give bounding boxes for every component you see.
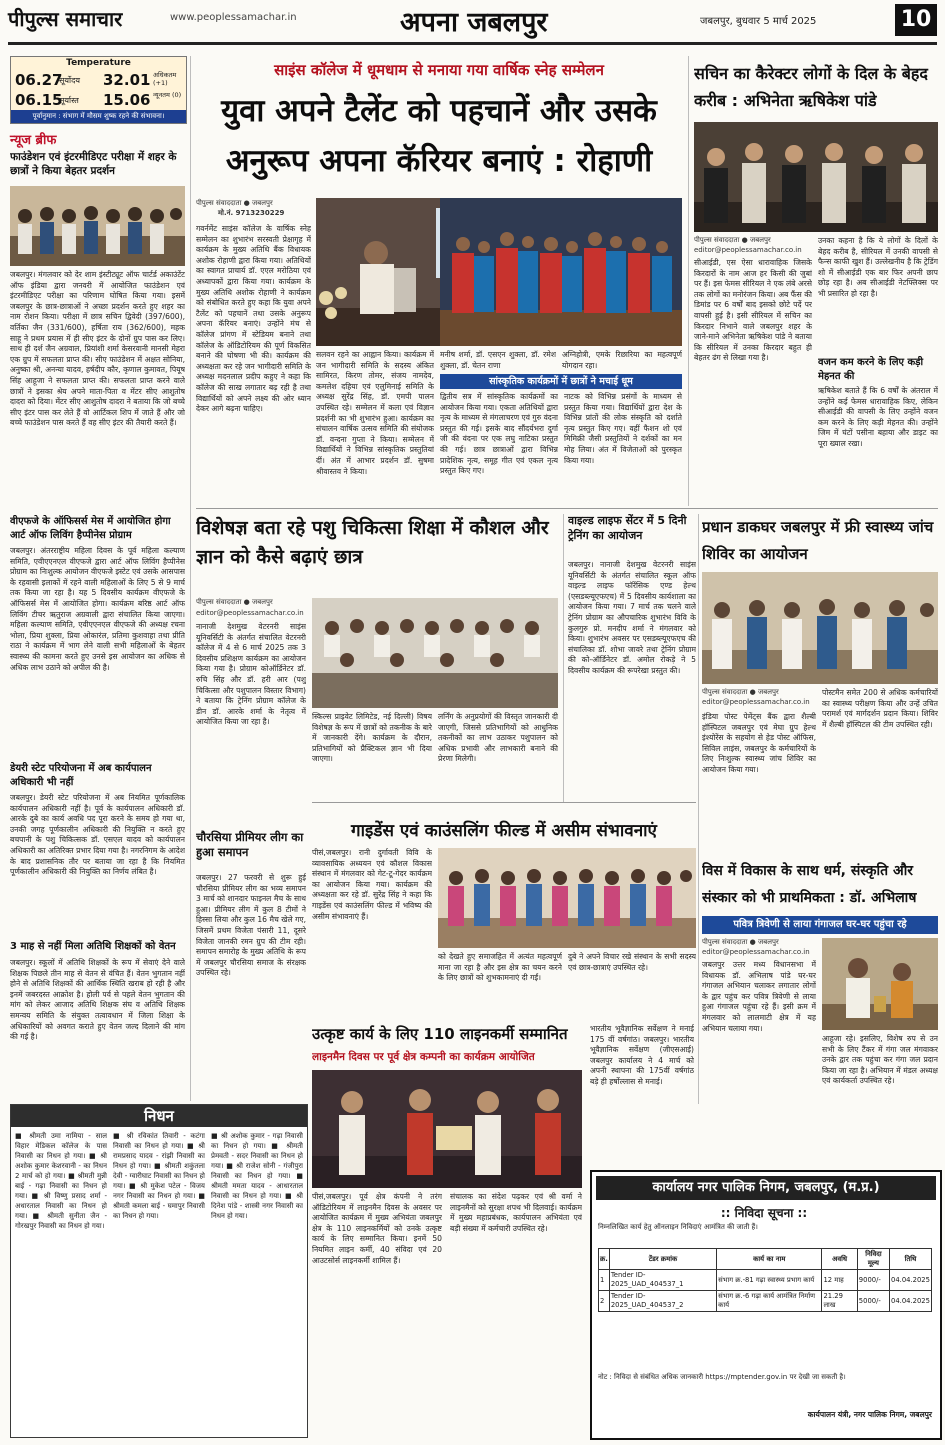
weather-title: Temperature	[66, 58, 131, 68]
chaurasiya-body: जबलपुर। 27 फरवरी से शुरू हुई चौरसिया प्रीमियर लीग का भव्य समापन 3 मार्च को शानदार फाइनल मैच के साथ हुआ। प्रीमियर लीग में कुल 8 टीमों ने हिस्सा लिया और कुल 16 मैच खेले गए, जिसमें प्रथम विजेता पंसारी 11, दूसरे विजेता जानकी रमन ग्रुप की टीम रही। समापन समारोह के मुख्य अतिथि के रूप में जबलपुर चौरसिया समाज के संरक्षक उपस्थित रहे।	[196, 873, 306, 978]
guidance-col-1: पीसं,जबलपुर। रानी दुर्गावती विवि के व्यावसायिक अध्ययन एवं कौशल विकास संस्थान में मंगलवार को गेट-टू-गेदर कार्यक्रम का आयोजन किया गया। कार्यक्रम की अध्यक्षता कर रहे डॉ. सुरेंद्र सिंह ने कहा कि गाइडेंस एवं काउंसलिंग फील्ड में भविष्य की असीम संभावनाएं हैं।	[312, 848, 432, 921]
post-col-1: इंडिया पोस्ट पेमेंट्स बैंक द्वारा शैल्बी हॉस्पिटल जबलपुर एवं मेघा ग्रुप हेल्थ इंश्योरेंस के सहयोग से हेड पोस्ट ऑफिस, सिविल लाइंस, जबलपुर के कर्मचारियों के लिए निःशुल्क स्वास्थ्य जांच शिविर का आयोजन किया गया।	[702, 712, 816, 774]
tender-table	[598, 1248, 932, 1312]
brief-3-headline: डेयरी स्टेट परियोजना में अब कार्यपालन अधिकारी भी नहीं	[10, 763, 152, 788]
lead-sub-col-2: नाटक को विभिन्न प्रसंगों के माध्यम से प्रस्तुत किया गया। विद्यार्थियों द्वारा देश के विभिन्न प्रांतों की लोक संस्कृति को दर्शाते नृत्य प्रस्तुत किए गए। वहीं फैशन शो एवं मिमिक्री जैसी प्रस्तुतियों ने दर्शकों का मन मोह लिया। अंत में विजेताओं को पुरस्कृत किया गया।	[564, 392, 682, 465]
guidance-photo	[438, 848, 696, 948]
guidance-col-2: को देखते हुए समाजहित में अत्यंत महत्वपूर्ण माना जा रहा है और इस क्षेत्र का चयन करने के लिए छात्रों को शुभकामनाएं दी गईं।	[438, 952, 562, 983]
tender-sign: कार्यपालन यंत्री, नगर पालिक निगम, जबलपुर	[807, 1410, 932, 1419]
brief-1-body: जबलपुर। मंगलवार को देर शाम इंस्टीट्यूट ऑफ चार्टर्ड अकाउंटेंट ऑफ इंडिया द्वारा जनवरी में आयोजित फाउंडेशन एवं इंटरमीडिएट परीक्षा का परिणाम घोषित किया गया। इसमें जबलपुर के छात्र-छात्राओं ने अच्छा प्रदर्शन करते हुए शहर का नाम रोशन किया। परीक्षा में छात्र सचिन द्विवेदी (397/600), वर्तिका जैन (331/600), हर्षिता राय (362/600), महक साहू ने प्रथम प्रयास में ही सीए इंटर के दोनों ग्रुप पास कर लिए। साथ ही दर्श जैन अग्रवाल, प्रियांशी शर्मा केसरवानी मानसी मेहरा एक ग्रुप में सफलता प्राप्त की। सीए फाउंडेशन में अक्षत सोनिया, अनुष्का श्री, अनन्या यादव, हर्षदीप कौर, कृणाल कुमावत, पियूष सिंह आहूजा ने सफलता प्राप्त की। सफलता प्राप्त करने वाले छात्रों ने इसका श्रेय अपने माता-पिता व मेंटर सीए आशुतोष दादरा को दिया। मेंटर सीए आशुतोष दादरा ने बताया कि जो बच्चे सीए इंटर पास कर लेते हैं वो आर्टिकल शिप में जाते हैं और जो बच्चे फाउंडेशन पास करते हैं वह सीए इंटर की तैयारी करते हैं।	[10, 270, 185, 428]
dharm-col-1: जबलपुर उत्तर मध्य विधानसभा में विधायक डॉ. अभिलाष पांडे घर-घर गंगाजल अभियान चलाकर लगातार लोगों के द्वार पहुंच कर पवित्र त्रिवेणी से लाया हुआ गंगाजल पहुंचा रहे हैं। इसी क्रम में मंगलवार को लालमाटी क्षेत्र में यह अभियान चलाया गया।	[702, 960, 816, 1033]
brief-1-headline: फाउंडेशन एवं इंटरमीडिएट परीक्षा में शहर के छात्रों ने किया बेहतर प्रदर्शन	[10, 151, 177, 177]
sachin-email[interactable]: editor@peoplessamachar.co.in	[694, 246, 802, 254]
vet-photo	[312, 598, 558, 708]
site-url[interactable]: www.peoplessamachar.in	[170, 12, 297, 23]
lead-headline: युवा अपने टैलेंट को पहचानें और उसके अनुरूप अपना कॅरियर बनाएं : रोहाणी	[221, 93, 657, 179]
tender-office: कार्यालय नगर पालिक निगम, जबलपुर, (म.प्र.)	[596, 1176, 936, 1200]
vet-col-2: स्किल्स प्राइवेट लिमिटेड, नई दिल्ली) विषय विशेषज्ञ के रूप में छात्रों को तकनीक के बारे में जानकारी देंगे। कार्यक्रम के दौरान, प्रतिभागियों को प्रैक्टिकल ज्ञान भी दिया जाएगा।	[312, 712, 432, 764]
sachin-headline: सचिन का कैरेक्टर लोगों के दिल के बेहद करीब : अभिनेता ऋषिकेश पांडे	[694, 64, 928, 110]
lead-kicker: साइंस कॉलेज में धूमधाम से मनाया गया वार्षिक स्नेह सम्मेलन	[274, 61, 604, 79]
cultural-dance-image	[440, 198, 682, 346]
nidhan-col-1: ■ श्रीमती उमा नामिया - साल विहार मेडिकल कॉलेज के पास निवासी का निधन हो गया। ■ श्री अशोक कुमार केशरवानी - का निधन 2 मार्च को हो गया। ■ श्रीमती मुन्नी बाई - गढ़ा निवासी का निधन हो गया। ■ श्री विष्णु प्रसाद शर्मा - अधारताल निवासी का निधन हो गया। ■ श्रीमती सुनीता जैन - गोरखपुर निवासी का निधन हो गया।	[15, 1132, 107, 1230]
sunrise-time: 06.27	[15, 71, 63, 89]
brief-4-headline: 3 माह से नहीं मिला अतिथि शिक्षकों को वेतन	[10, 941, 176, 952]
nidhan-col-3: ■ श्री अशोक कुमार - गढ़ा निवासी का निधन हो गया। ■ श्रीमती प्रेमवती - सदर निवासी का निधन हो गया। ■ श्री राजेश सोनी - गंजीपुरा निवासी का निधन हो गया। ■ श्रीमती ममता यादव - आधारताल निवासी का निधन हो गया। ■ श्री दिनेश पांडे - शास्त्री नगर निवासी का निधन हो गया।	[211, 1132, 303, 1220]
sachin-col-2b: ऋषिकेश बताते हैं कि 6 वर्षों के अंतराल में उन्होंने कई फेमस धारावाहिक किए, लेकिन सीआईडी की वापसी के लिए उन्होंने वजन कम करने के लिए कड़ी मेहनत की। उन्होंने जिम में घंटों पसीना बहाया और डाइट का पूरा ख्याल रखा।	[818, 386, 938, 448]
dharm-byline: पीपुल्स संवाददाता ● जबलपुर	[702, 938, 779, 946]
lineman-col-2: संचालक का संदेश पढ़कर एवं श्री वर्मा ने लाइनमैनों को सुरक्षा शपथ भी दिलवाई। कार्यक्रम में मुख्य महाप्रबंधक, कार्यपालन अभियंता एवं बड़ी संख्या में कर्मचारी उपस्थित रहे।	[450, 1192, 582, 1233]
award-ceremony-image	[312, 1070, 582, 1188]
brief-2-body: जबलपुर। अंतरराष्ट्रीय महिला दिवस के पूर्व महिला कल्याण समिति, एवीएएनएल वीएफजे द्वारा आर्ट ऑफ लिविंग हैप्पीनेस प्रोग्राम का निःशुल्क आयोजन वीएफजे इस्टेट एवं उसके आसपास के रहवासी इलाकों में रहने वाली महिलाओं के लिए 5 से 9 मार्च तक किया जा रहा है। यह 5 दिवसीय कार्यक्रम वीएफजे के ऑफिसर्स मेस में आयोजित होगा। कार्यक्रम बरिष्ठ आर्ट ऑफ लिविंग टीचर ऋतुराज अग्रवाली द्वारा संचालित किया जाएगा। महिला कल्याण समिति, एवीएएनएल वीएफजे की अध्यक्ष रचना भोला, प्रिया शुक्ला, प्रिया ओकारंल, प्रतिमा कुशवाहा तथा प्रीति राठा ने कार्यक्रम में भाग लेने वाली सभी महिलाओं के बेहतर स्वास्थ्य की कामना करते हुए उनसे इस आयोजन का अधिक से अधिक लाभ उठाने को अपील की है।	[10, 546, 185, 672]
weather-forecast: पूर्वानुमान : संभाग में मौसम शुष्क रहने की संभावना।	[11, 110, 186, 123]
tender-note: नोट : निविदा से संबंधित अधिक जानकारी https://mptender.gov.in पर देखी जा सकती है।	[598, 1373, 846, 1381]
sachin-col-1: सीआईडी, एस ऐसा धारावाहिक जिसके किरदारों के नाम आज हर किसी की जुबां पर हैं। इस फेमस सीरियल ने एक लंबे अरसे तक लोगों का मनोरंजन किया। अब फैंस की डिमांड पर 6 वर्षों बाद इसको छोटे पर्दे पर वापसी हुई है। इसी सीरियल में सचिन का किरदार निभाने वाले जबलपुर शहर के जाने-माने अभिनेता ऋषिकेश पांडे ने बताया कि सीरियल में उनका किरदार बहुत ही बेहतर ढंग से लिखा गया है।	[694, 258, 812, 363]
brief-3-body: जबलपुर। डेयरी स्टेट परियोजना में अब नियमित पूर्णकालिक कार्यपालन अधिकारी नहीं है। पूर्व के कार्यपालन अधिकारी डॉ. आरके दुबे का कार्य अवधि पद पूरा करने के समय हो गया था, उनकी जगह पूर्णकालीन अधिकारी की नियुक्ति न करते हुए बचपानी के पशु चिकित्सक डॉ. एसएल यादव को कार्यपालन अधिकारी का अतिरिक्त प्रभार दिया गया है। नगरनिगम के आदेश के बाद प्रशासनिक तौर पर बताया जा रहा है कि नियमित पूर्णकालीन अधिकारी की नियुक्ति का निर्णय लंबित है।	[10, 793, 185, 877]
lead-sub-col-1: द्वितीय सत्र में सांस्कृतिक कार्यक्रमों का आयोजन किया गया। एकता अतिथियों द्वारा नृत्य के माध्यम से मंगलाचरण एवं गुरु वंदना प्रस्तुत की गई। इसके बाद सौंदर्यभरा दुर्गा जी की वंदना पर एक लघु नाटिका प्रस्तुत की गई। छात्र छात्राओं द्वारा विभिन्न प्रादेशिक नृत्य, समूह गीत एवं एकल नृत्य प्रस्तुत किए गए।	[440, 392, 558, 476]
lineman-col-1: पीसं,जबलपुर। पूर्व क्षेत्र कंपनी ने तरंग ऑडिटोरियम में लाइनमैन दिवस के अवसर पर आयोजित कार्यक्रम में मुख्य अभियंता जबलपुर क्षेत्र के 110 लाइनकर्मियों को उनके उत्कृष्ट कार्य के लिए सम्मानित किया। इनमें 50 नियमित लाइन कर्मी, 40 संविदा एवं 20 आउटसोर्स लाइनकर्मी शामिल हैं।	[312, 1192, 442, 1265]
training-group-image	[312, 598, 558, 708]
dharm-col-2: आहूजा रहे। इसलिए, विशेष रुप से उन सभी के लिए टैंकर में गंगा जल मंगवाकर उनके द्वार तक पहुंचा कर गंगा जल प्रदान किया जा रहा है। अभियान में मंडल अध्यक्ष एवं कार्यकर्ता उपस्थित रहे।	[822, 1034, 938, 1086]
chaurasiya-headline: चौरसिया प्रीमियर लीग का हुआ समापन	[196, 830, 304, 859]
lead-byline: पीपुल्स संवाददाता ● जबलपुर	[196, 199, 273, 207]
tender-title: :: निविदा सूचना ::	[720, 1206, 808, 1220]
brief-2-headline: वीएफजे के ऑफिसर्स मेस में आयोजित होगा आर्ट ऑफ लिविंग हैप्पीनेस प्रोग्राम	[10, 516, 171, 541]
post-byline: पीपुल्स संवाददाता ● जबलपुर	[702, 688, 779, 696]
vet-col-3: लर्निंग के अनुप्रयोगों की विस्तृत जानकारी दी जाएगी, जिससे प्रतिभागियों को आधुनिक तकनीकों का लाभ उठाकर पशुपालन को अधिक प्रभावी और लाभकारी बनाने की प्रेरणा मिलेगी।	[438, 712, 558, 764]
health-camp-image	[702, 572, 938, 684]
max-temp-label: अधिकतम (+1)	[153, 71, 177, 87]
brief-1-photo	[10, 186, 185, 266]
nidhan-box	[10, 1104, 308, 1438]
lineman-subhead: लाइनमैन दिवस पर पूर्व क्षेत्र कम्पनी का कार्यक्रम आयोजित	[312, 1051, 535, 1063]
sachin-subhead: वजन कम करने के लिए कड़ी मेहनत की	[818, 357, 924, 382]
max-temp: 32.01	[103, 71, 151, 89]
post-col-2: पोस्टमैन समेत 200 से अधिक कर्मचारियों का स्वास्थ्य परीक्षण किया और उन्हें उचित परामर्श एवं मार्गदर्शन प्रदान किया। शिविर में शैल्बी हॉस्पिटल की टीम उपस्थित रही।	[822, 688, 938, 729]
nidhan-title: निधन	[11, 1105, 307, 1127]
gangajal-distribution-image	[822, 938, 938, 1030]
dharm-banner: पवित्र त्रिवेणी से लाया गंगाजल घर-घर पहुंचा रहे	[702, 916, 938, 934]
nidhan-col-2: ■ श्री रविकांत तिवारी - कटंगा निवासी का निधन हो गया। ■ श्री रामप्रसाद यादव - रांझी निवासी का निधन हो गया। ■ श्रीमती शकुंतला देवी - ग्वारीघाट निवासी का निधन हो गया। ■ श्री मुकेश पटेल - विजय नगर निवासी का निधन हो गया। ■ श्रीमती कमला बाई - घमापुर निवासी का निधन हो गया।	[113, 1132, 205, 1220]
post-headline: प्रधान डाकघर जबलपुर में फ्री स्वास्थ्य जांच शिविर का आयोजन	[702, 518, 934, 563]
lead-col-4: अग्निहोत्री, एमके रिछारिया का महत्वपूर्ण योगदान रहा।	[562, 350, 682, 370]
lineman-col-3: भारतीय भूवैज्ञानिक सर्वेक्षण ने मनाई 175 वीं वर्षगांठ। जबलपुर। भारतीय भूवैज्ञानिक सर्वेक्षण (जीएसआई) जबलपुर कार्यालय ने 4 मार्च को अपनी स्थापना की 175वीं वर्षगांठ बड़े ही हर्षोल्लास से मनाई।	[590, 1024, 694, 1086]
tender-notice	[590, 1170, 942, 1440]
guidance-headline: गाइडेंस एवं काउंसलिंग फील्ड में असीम संभावनाएं	[351, 821, 657, 841]
lead-mobile: मो.नं. 9713230229	[218, 209, 285, 217]
brief-4-body: जबलपुर। स्कूलों में अतिथि शिक्षकों के रूप में सेवाएं देने वाले शिक्षक पिछले तीन माह से वेतन से वंचित हैं। वेतन भुगतान नहीं होने से अतिथि शिक्षकों की आर्थिक स्थिति खराब हो रही है और इनमें जबरदस्त आक्रोश है। होली पर्व से पहले वेतन भुगतान की मांग को लेकर आजाद अतिथि शिक्षक संघ व अतिथि शिक्षक समन्वय समिति के संयुक्त तत्वावधान में जिला शिक्षा के अधिकारियों को अवगत कराते हुए वेतन जल्द दिलाने की मांग की गई है।	[10, 958, 185, 1042]
dharm-photo	[822, 938, 938, 1030]
sunset-time: 06.15	[15, 91, 63, 109]
dharm-email[interactable]: editor@peoplessamachar.co.in	[702, 948, 810, 956]
section-title: अपना जबलपुर	[400, 7, 548, 38]
min-temp: 15.06	[103, 91, 151, 109]
guidance-col-3: दुबे ने अपने विचार रखे संस्थान के सभी सदस्य एवं छात्र-छात्राएं उपस्थित रहे।	[568, 952, 696, 972]
issue-date: जबलपुर, बुधवार 5 मार्च 2025	[700, 16, 817, 27]
vet-headline: विशेषज्ञ बता रहे पशु चिकित्सा शिक्षा में कौशल और ज्ञान को कैसे बढ़ाएं छात्र	[196, 517, 549, 568]
lead-sub-kicker: सांस्कृतिक कार्यक्रमों में छात्रों ने मचाई धूम	[440, 374, 682, 389]
vet-email[interactable]: editor@peoplessamachar.co.in	[196, 609, 304, 617]
sachin-byline: पीपुल्स संवाददाता ● जबलपुर	[694, 236, 771, 244]
post-photo	[702, 572, 938, 684]
post-email[interactable]: editor@peoplessamachar.co.in	[702, 698, 810, 706]
wildlife-headline: वाइल्ड लाइफ सेंटर में 5 दिनी ट्रेनिंग का आयोजन	[568, 514, 687, 542]
weather-box	[10, 56, 187, 124]
students-group-image	[10, 186, 185, 266]
brand-logo: पीपुल्स समाचार	[8, 7, 123, 31]
min-temp-label: न्यूनतम (0)	[153, 91, 182, 99]
vet-byline: पीपुल्स संवाददाता ● जबलपुर	[196, 598, 273, 606]
vet-col-1: नानाजी देशमुख वेटरनरी साइंस यूनिवर्सिटी के अंतर्गत संचालित वेटरनरी कॉलेज में 4 से 6 मार्च 2025 तक 3 दिवसीय प्रशिक्षण कार्यक्रम का आयोजन किया गया है। प्रोग्राम कोऑर्डिनेटर डॉ. रुचि सिंह और डॉ. हरी आर (पशु चिकित्सा और पशुपालन विस्तार विभाग) ने बताया कि ट्रेनिंग प्रोग्राम कॉलेज के डीन डॉ. आरके शर्मा के नेतृत्व में आयोजित किया जा रहा है।	[196, 622, 306, 727]
lead-photo-2	[440, 198, 682, 346]
lead-col-3: मनीष शर्मा, डॉ. एसएन शुक्ला, डॉ. रमेश शुक्ला, डॉ. चेतन राणा	[440, 350, 556, 370]
actors-group-image	[694, 122, 938, 232]
table-row: 1 Tender ID-2025_UAD_404537_1 संभाग क्र.-81 गढ़ा स्वास्थ्य प्रभाग कार्य 12 माह 9000/- 04.04.2025	[599, 1270, 932, 1291]
lineman-headline: उत्कृष्ट कार्य के लिए 110 लाइनकर्मी सम्मानित	[312, 1025, 568, 1043]
sachin-col-2: उनका कहना है कि ये लोगों के दिलों के बेहद करीब है, सीरियल में उनकी वापसी से फैन्स काफी खुश हैं। उल्लेखनीय है कि ट्रेडिंग शो में सीआईडी एक बार फिर अपनी छाप छोड़ रहा है। अब सीआईडी नेटफ्लिक्स पर भी प्रसारित हो रहा है।	[818, 236, 938, 298]
dharm-headline: विस में विकास के साथ धर्म, संस्कृति और संस्कार को भी प्राथमिकता : डॉ. अभिलाष	[702, 863, 917, 906]
table-row: 2 Tender ID-2025_UAD_404537_2 संभाग क्र.-6 गढ़ा कार्य आमंत्रित निर्माण कार्य 21.29 लाख 5000/- 04.04.2025	[599, 1291, 932, 1312]
news-brief-label: न्यूज ब्रीफ	[10, 133, 57, 148]
lead-col-1: गवर्नमेंट साइंस कॉलेज के वार्षिक स्नेह सम्मेलन का शुभारंभ सरस्वती प्रेक्षागृह में कार्यक्रम के मुख्य अतिथि बैंक विधायक अशोक रोहाणी द्वारा किया गया। अतिथियों का स्वागत प्राचार्य डॉ. एएल मरोठिया एवं अध्यापकों द्वारा किया गया। कार्यक्रम के मुख्य अतिथि अशोक रोहाणी ने कार्यक्रम को संबोधित करते हुए कहा कि युवा अपने टैलेंट को पहचानें तथा उसके अनुरूप अपना कॅरियर बनाएं। उन्होंने मंच से कॉलेज प्रांगण में स्टेडियम बनाने तथा कॉलेज के ऑडिटोरियम की पूर्ण विकसित बनाने की घोषणा भी की। कार्यक्रम की अध्यक्षता कर रहे जन भागीदारी समिति के अध्यक्ष मदनलाल प्रदीप कहुए ने कहा कि कॉलेज की साख लगातार बढ़ रही है तथा विद्यार्थियों को अपने लक्ष्य की ओर ध्यान देकर आगे बढ़ना चाहिए।	[196, 224, 311, 414]
tender-intro: निम्नलिखित कार्य हेतु ऑनलाइन निविदाएं आमंत्रित की जाती हैं।	[598, 1223, 758, 1231]
students-seminar-image	[438, 848, 696, 948]
lineman-photo	[312, 1070, 582, 1188]
page-number: 10	[895, 4, 937, 36]
tender-table-header: क्र. टेंडर क्रमांक कार्य का नाम अवधि निविदा मूल्य तिथि	[599, 1249, 932, 1270]
sunrise-label: सूर्योदय	[59, 76, 81, 85]
sachin-photo	[694, 122, 938, 232]
wildlife-body: जबलपुर। नानाजी देशमुख वेटरनरी साइंस यूनिवर्सिटी के अंतर्गत संचालित स्कूल ऑफ वाइल्ड लाइफ फॉरेंसिक एण्ड हेल्थ (एसडब्ल्यूएफएच) में 5 दिवसीय कार्यशाला का आयोजन किया गया। 7 मार्च तक चलने वाले ट्रेनिंग प्रोग्राम का औपचारिक शुभारंभ विवि के कुलगुरु प्रो. मनदीप शर्मा ने मंगलवार को किया। शुभारंभ अवसर पर एसडब्ल्यूएफएच की संचालिका डॉ. शोभा जावरे तथा ट्रेनिंग प्रोग्राम की को-ऑर्डिनेटर डॉ. अमोल रोकड़े ने 5 दिवसीय कार्यक्रम की रूपरेखा प्रस्तुत की।	[568, 560, 696, 675]
sunset-label: सूर्यास्त	[59, 96, 79, 105]
masthead-rule	[8, 42, 937, 45]
masthead	[0, 0, 945, 40]
lead-col-2: सलवन रहने का आह्वान किया। कार्यक्रम में जन भागीदारी समिति के सदस्य अंकित सामिरत, किरण तोमर, संजय नामदेव, कमलेश दहिया एवं एलुमिनाई समिति के अध्यक्ष सुरेंद्र सिंह, डॉ. एमपी पालन उपस्थित रहे। सम्मेलन में कला एवं विज्ञान प्रदर्शनी का भी शुभारंभ हुआ। कार्यक्रम का संचालन वार्षिक उत्सव समिति की संयोजक डॉ. वन्दना गुप्ता ने किया। सम्मेलन में विद्यार्थियों ने विभिन्न सांस्कृतिक प्रस्तुतियां दीं। अंत में आभार प्रदर्शन डॉ. सुषमा श्रीवास्तव ने किया।	[316, 350, 434, 476]
